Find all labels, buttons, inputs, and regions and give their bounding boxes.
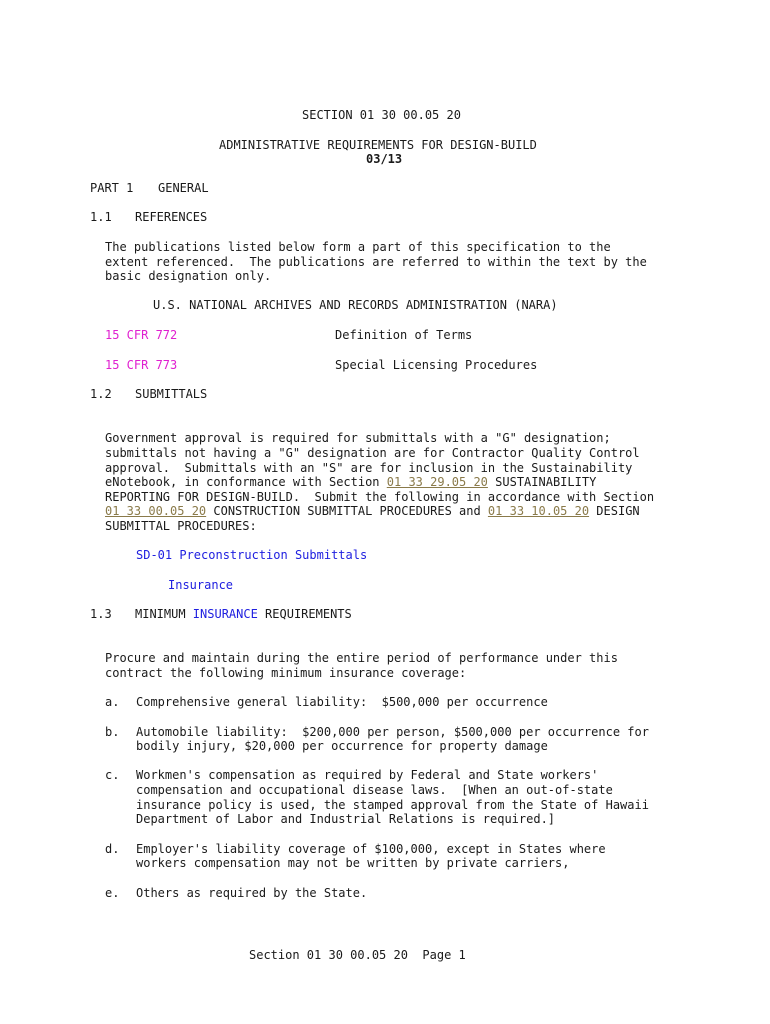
list-item-line: Employer's liability coverage of $100,000, except in States where (136, 842, 606, 856)
submittal-category-link[interactable]: SD-01 Preconstruction Submittals (136, 548, 368, 562)
section-title: SECTION 01 30 00.05 20 (302, 108, 461, 122)
list-item-line: Others as required by the State. (136, 886, 368, 900)
page-footer: Section 01 30 00.05 20 Page 1 (249, 948, 466, 962)
paragraph-line: approval. Submittals with an "S" are for inclusion in the Sustainability (105, 461, 633, 475)
reference-code-link[interactable]: 15 CFR 772 (105, 328, 178, 342)
list-item-line: Automobile liability: $200,000 per person, $500,000 per occurrence for (136, 725, 649, 739)
paragraph-line: Procure and maintain during the entire period of performance under this (105, 651, 618, 665)
section-link[interactable]: 01 33 10.05 20 (487, 504, 590, 518)
part-title: GENERAL (158, 181, 209, 195)
paragraph-line (105, 504, 640, 519)
list-item-line: insurance policy is used, the stamped approval from the State of Hawaii (136, 798, 649, 812)
reference-description: Definition of Terms (335, 328, 473, 342)
document-subtitle: ADMINISTRATIVE REQUIREMENTS FOR DESIGN-BUILD (219, 138, 537, 152)
section-link[interactable]: 01 33 00.05 20 (105, 504, 207, 518)
list-item-line: compensation and occupational disease laws. [When an out-of-state (136, 783, 613, 797)
list-item-line: Comprehensive general liability: $500,000 per occurrence (136, 695, 548, 709)
list-item-line: workers compensation may not be written by private carriers, (136, 856, 570, 870)
section-1-2-number: 1.2 (90, 387, 112, 401)
list-label: a. (105, 695, 120, 709)
paragraph-line (105, 475, 596, 490)
section-1-1-title: REFERENCES (135, 210, 208, 224)
paragraph-line: basic designation only. (105, 269, 272, 283)
text-run: MINIMUM (135, 607, 193, 621)
paragraph-line: submittals not having a "G" designation are for Contractor Quality Control (105, 446, 640, 460)
list-item-line: Department of Labor and Industrial Relations is required.] (136, 812, 556, 826)
submittal-item-link[interactable]: Insurance (168, 578, 234, 592)
revision-date: 03/13 (366, 152, 403, 166)
reference-description: Special Licensing Procedures (335, 358, 538, 372)
section-1-3-title (135, 607, 352, 622)
text-run: eNotebook, in conformance with Section (105, 475, 387, 489)
reference-organization: U.S. NATIONAL ARCHIVES AND RECORDS ADMINISTRATION (NARA) (153, 298, 558, 312)
reference-code-link[interactable]: 15 CFR 773 (105, 358, 178, 372)
paragraph-line: REPORTING FOR DESIGN-BUILD. Submit the following in accordance with Section (105, 490, 655, 504)
list-label: c. (105, 768, 120, 782)
list-label: d. (105, 842, 120, 856)
paragraph-line: Government approval is required for submittals with a "G" designation; (105, 431, 611, 445)
section-1-1-number: 1.1 (90, 210, 112, 224)
text-run: CONSTRUCTION SUBMITTAL PROCEDURES and (206, 504, 488, 518)
text-run: SUSTAINABILITY (487, 475, 597, 489)
section-1-2-title: SUBMITTALS (135, 387, 208, 401)
paragraph-line: The publications listed below form a part of this specification to the (105, 240, 611, 254)
list-label: e. (105, 886, 120, 900)
text-run: REQUIREMENTS (257, 607, 352, 621)
list-label: b. (105, 725, 120, 739)
paragraph-line: extent referenced. The publications are referred to within the text by the (105, 255, 647, 269)
list-item-line: bodily injury, $20,000 per occurrence for property damage (136, 739, 548, 753)
section-link[interactable]: 01 33 29.05 20 (386, 475, 488, 489)
insurance-link[interactable]: INSURANCE (192, 607, 258, 621)
paragraph-line: SUBMITTAL PROCEDURES: (105, 519, 257, 533)
text-run: DESIGN (589, 504, 640, 518)
section-1-3-number: 1.3 (90, 607, 112, 621)
list-item-line: Workmen's compensation as required by Federal and State workers' (136, 768, 599, 782)
part-number: PART 1 (90, 181, 134, 195)
paragraph-line: contract the following minimum insurance coverage: (105, 666, 467, 680)
